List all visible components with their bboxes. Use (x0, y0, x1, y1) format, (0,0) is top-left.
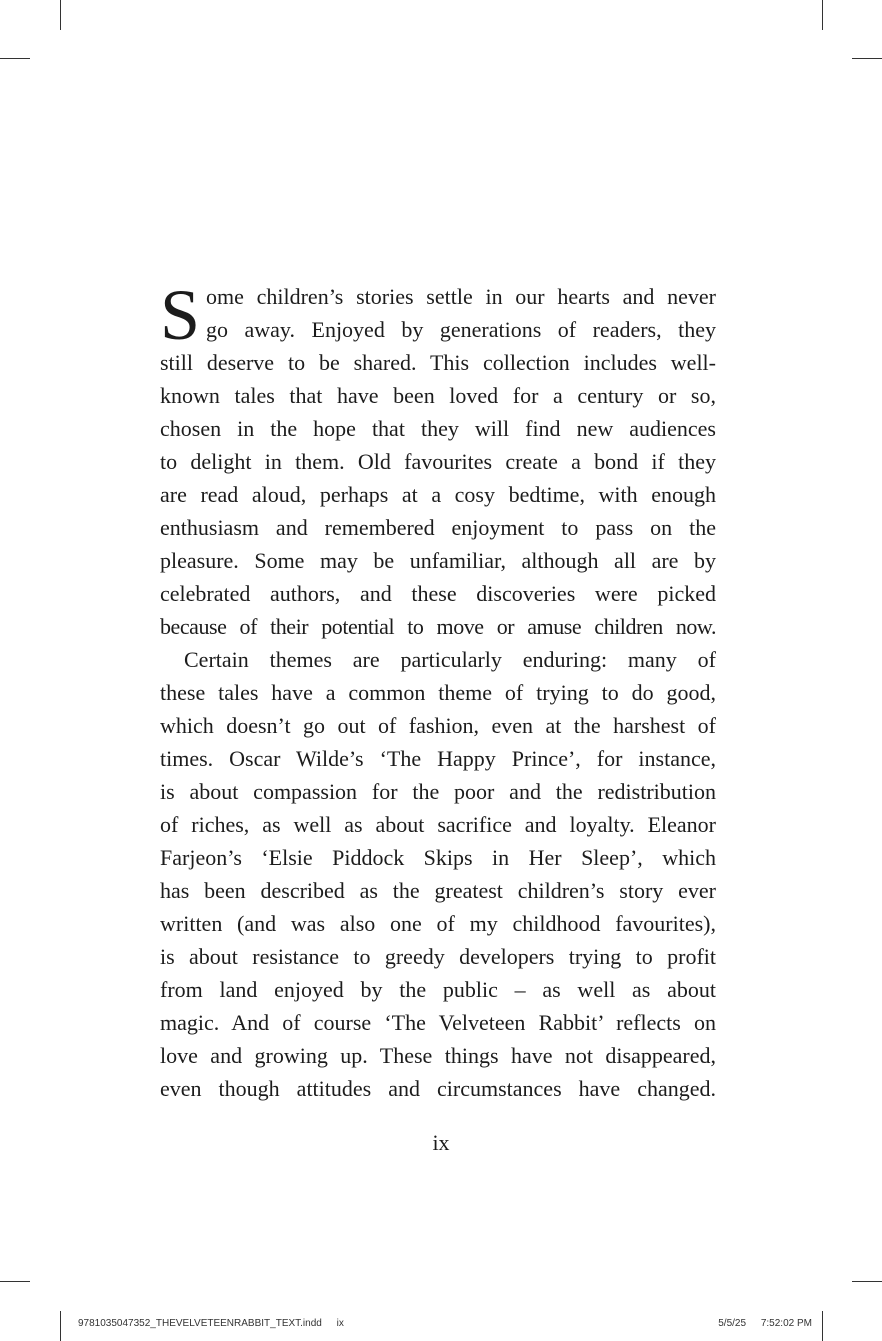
crop-mark-left-bottom (0, 1281, 30, 1282)
text-line: times. Oscar Wilde’s ‘The Happy Prince’, for instance, (160, 746, 716, 771)
slug-left (78, 1318, 344, 1329)
text-line: Certain themes are particularly enduring: many of (184, 647, 716, 672)
text-line: because of their potential to move or amuse children now. (160, 614, 716, 639)
slug-filename: 9781035047352_THEVELVETEENRABBIT_TEXT.indd (78, 1318, 322, 1329)
crop-mark-right-bottom (852, 1281, 882, 1282)
text-line: is about resistance to greedy developers trying to profit (160, 944, 716, 969)
text-line: known tales that have been loved for a century or so, (160, 383, 716, 408)
page-number: ix (432, 1130, 450, 1155)
text-line: magic. And of course ‘The Velveteen Rabbit’ reflects on (160, 1010, 716, 1035)
crop-mark-left-top (0, 58, 30, 59)
text-line: are read aloud, perhaps at a cosy bedtime, with enough (160, 482, 716, 507)
text-line: even though attitudes and circumstances have changed. (160, 1076, 716, 1101)
crop-mark-right-top (852, 58, 882, 59)
crop-mark-bottom-left (60, 1311, 61, 1341)
crop-mark-bottom-right (822, 1311, 823, 1341)
slug-page-ref: ix (336, 1318, 344, 1329)
text-line: these tales have a common theme of trying to do good, (160, 680, 716, 705)
text-line: go away. Enjoyed by generations of readers, they (206, 317, 716, 342)
text-line: of riches, as well as about sacrifice and loyalty. Eleanor (160, 812, 716, 837)
paragraph-1 (160, 275, 716, 643)
text-line: to delight in them. Old favourites create a bond if they (160, 449, 716, 474)
paragraph-2 (160, 643, 716, 1105)
text-line: has been described as the greatest children’s story ever (160, 878, 716, 903)
text-line: written (and was also one of my childhood favourites), (160, 911, 716, 936)
text-line: ome children’s stories settle in our hearts and never (206, 284, 716, 309)
text-line: celebrated authors, and these discoveries were picked (160, 581, 716, 606)
crop-mark-top-left (60, 0, 61, 30)
crop-mark-top-right (822, 0, 823, 30)
text-line: chosen in the hope that they will find new audiences (160, 416, 716, 441)
text-line: love and growing up. These things have not disappeared, (160, 1043, 716, 1068)
drop-cap: S (160, 275, 201, 355)
text-line: pleasure. Some may be unfamiliar, although all are by (160, 548, 716, 573)
text-line: which doesn’t go out of fashion, even at the harshest of (160, 713, 716, 738)
text-line: enthusiasm and remembered enjoyment to pass on the (160, 515, 716, 540)
text-line: is about compassion for the poor and the redistribution (160, 779, 716, 804)
text-line: Farjeon’s ‘Elsie Piddock Skips in Her Sleep’, which (160, 845, 716, 870)
slug-time: 7:52:02 PM (760, 1318, 812, 1329)
slug-right (718, 1318, 812, 1329)
text-line: still deserve to be shared. This collection includes well- (160, 350, 716, 375)
slug-date: 5/5/25 (718, 1318, 747, 1329)
body-text (160, 275, 716, 1105)
text-line: from land enjoyed by the public – as well as about (160, 977, 716, 1002)
